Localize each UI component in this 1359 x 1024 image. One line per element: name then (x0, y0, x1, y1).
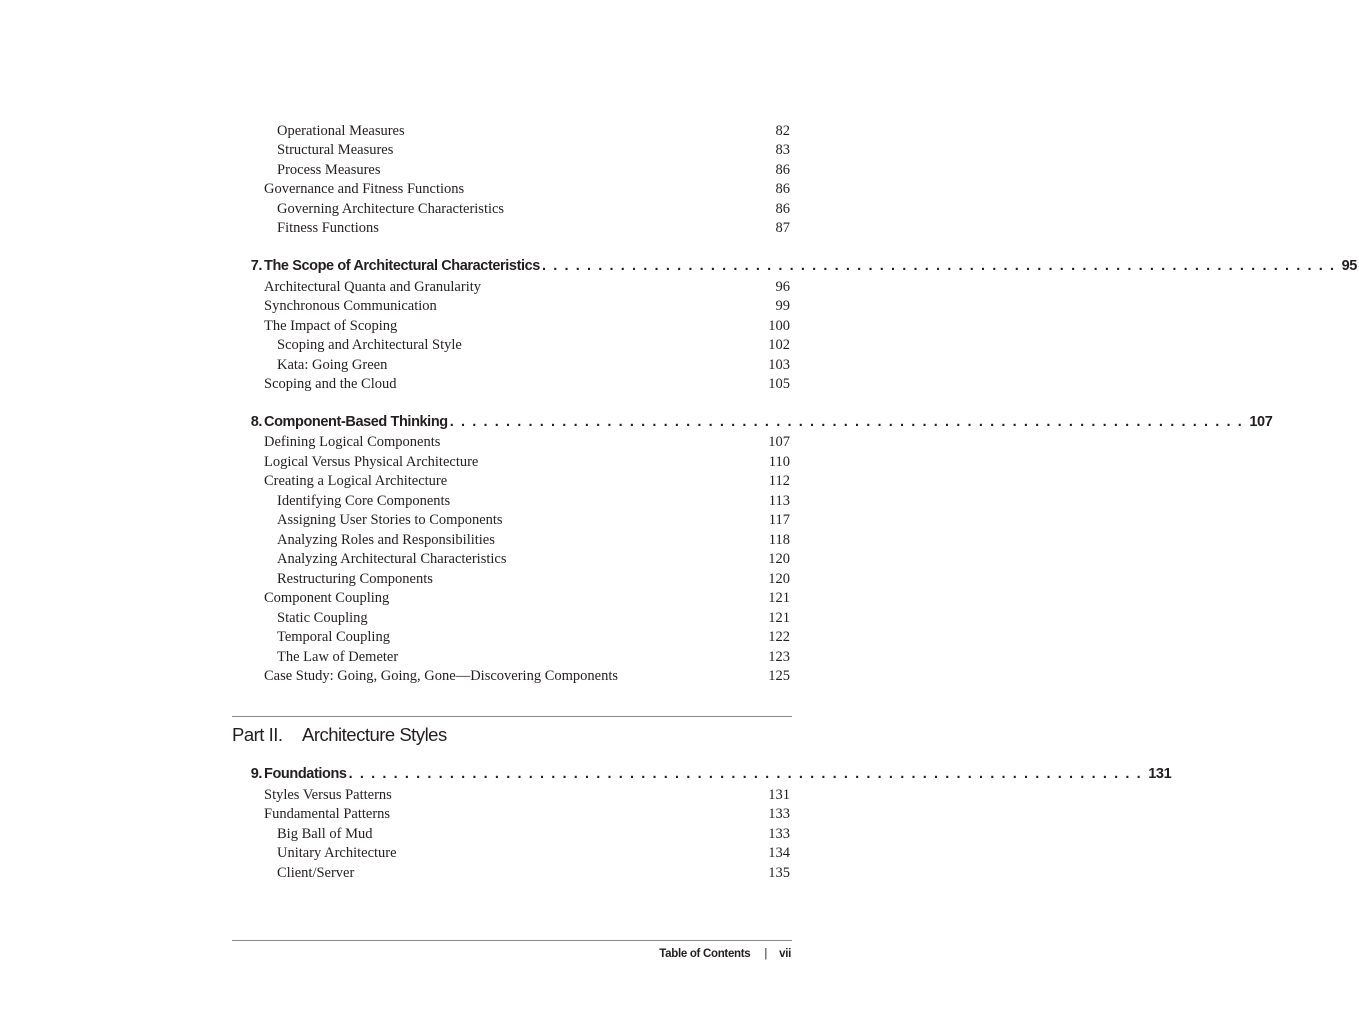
toc-entry-title: Governing Architecture Characteristics (277, 201, 505, 217)
toc-entry-page: 113 (768, 493, 790, 509)
toc-entry[interactable] (232, 160, 792, 180)
toc-entry-title: The Impact of Scoping (264, 318, 398, 334)
chapter-heading-9[interactable] (232, 763, 1172, 785)
toc-entry[interactable] (232, 316, 792, 336)
toc-entry-page: 123 (768, 649, 790, 665)
toc-entry-title: Fitness Functions (277, 220, 379, 236)
chapter-number: 8. (250, 414, 262, 430)
toc-entry[interactable] (232, 666, 792, 686)
toc-entry[interactable] (232, 510, 792, 530)
toc-entry-title: Static Coupling (277, 610, 368, 626)
toc-entry-page: 99 (775, 298, 790, 314)
toc-entry-page: 133 (768, 806, 790, 822)
toc-entry-page: 87 (775, 220, 790, 236)
toc-entry[interactable] (232, 569, 792, 589)
toc-entry[interactable] (232, 121, 792, 141)
toc-entry-page: 96 (775, 279, 790, 295)
toc-entry-page: 107 (768, 434, 790, 450)
toc-entry-page: 82 (775, 123, 790, 139)
dot-leader: . . . . . . . . . . . . . . . . . . . . . . . . . . . . . . . . . . . . . . . . . . . . . . . . . . . . . . . . . . . . . . . . . . . . . . . (449, 414, 1244, 430)
toc-entry-title: Fundamental Patterns (264, 806, 391, 822)
toc-entry-title: Structural Measures (277, 142, 394, 158)
toc-entry[interactable] (232, 218, 792, 238)
toc-entry[interactable] (232, 432, 792, 452)
chapter-title: Component-Based Thinking (264, 414, 448, 430)
toc-entry-title: Client/Server (277, 865, 355, 881)
toc-entry-title: Process Measures (277, 162, 381, 178)
toc-entry[interactable] (232, 452, 792, 472)
toc-entry-page: 105 (768, 376, 790, 392)
toc-entry-title: The Law of Demeter (277, 649, 399, 665)
toc-entry-page: 102 (768, 337, 790, 353)
toc-entry-title: Scoping and Architectural Style (277, 337, 462, 353)
toc-entry[interactable] (232, 785, 792, 805)
toc-entry-page: 121 (768, 610, 790, 626)
part-heading[interactable] (232, 722, 447, 748)
chapter-page: 107 (1249, 414, 1273, 430)
footer-section-title: Table of Contents (659, 948, 751, 960)
toc-entry[interactable] (232, 277, 792, 297)
part-divider (232, 716, 792, 717)
toc-entry-page: 86 (775, 181, 790, 197)
toc-entry-title: Operational Measures (277, 123, 405, 139)
toc-entry-page: 133 (768, 826, 790, 842)
toc-entry-title: Synchronous Communication (264, 298, 437, 314)
toc-entry-title: Logical Versus Physical Architecture (264, 454, 479, 470)
toc-entry-page: 117 (768, 512, 790, 528)
toc-entry-page: 131 (768, 787, 790, 803)
chapter-number: 7. (250, 258, 262, 274)
toc-entry[interactable] (232, 608, 792, 628)
toc-entry-title: Architectural Quanta and Granularity (264, 279, 482, 295)
chapter-heading-7[interactable] (232, 255, 1357, 277)
toc-entry-page: 83 (775, 142, 790, 158)
toc-entry-page: 122 (768, 629, 790, 645)
toc-entry[interactable] (232, 863, 792, 883)
toc-entry-page: 100 (768, 318, 790, 334)
toc-entry-title: Scoping and the Cloud (264, 376, 397, 392)
toc-entry-title: Identifying Core Components (277, 493, 451, 509)
toc-entry-page: 125 (768, 668, 790, 684)
chapter-page: 131 (1148, 766, 1172, 782)
part-title: Architecture Styles (302, 724, 447, 745)
toc-entry-page: 121 (768, 590, 790, 606)
toc-entry-page: 86 (775, 201, 790, 217)
toc-entry[interactable] (232, 824, 792, 844)
footer-page-number: vii (779, 948, 791, 960)
toc-entry[interactable] (232, 647, 792, 667)
toc-entry[interactable] (232, 179, 792, 199)
toc-entry[interactable] (232, 374, 792, 394)
toc-entry-title: Governance and Fitness Functions (264, 181, 465, 197)
chapter-page: 95 (1341, 258, 1357, 274)
chapter-number: 9. (250, 766, 262, 782)
toc-entry[interactable] (232, 491, 792, 511)
toc-entry[interactable] (232, 199, 792, 219)
toc-entry-page: 118 (768, 532, 790, 548)
toc-entry-title: Restructuring Components (277, 571, 433, 587)
toc-entry-page: 134 (768, 845, 790, 861)
toc-entry[interactable] (232, 471, 792, 491)
toc-entry-title: Kata: Going Green (277, 357, 388, 373)
toc-entry[interactable] (232, 355, 792, 375)
toc-entry[interactable] (232, 296, 792, 316)
toc-entry[interactable] (232, 530, 792, 550)
toc-entry-title: Defining Logical Components (264, 434, 441, 450)
toc-entry-page: 86 (775, 162, 790, 178)
toc-entry-title: Analyzing Architectural Characteristics (277, 551, 507, 567)
chapter-title: The Scope of Architectural Characteristics (264, 258, 540, 274)
toc-entry-title: Case Study: Going, Going, Gone—Discovering Components (264, 668, 619, 684)
dot-leader: . . . . . . . . . . . . . . . . . . . . . . . . . . . . . . . . . . . . . . . . . . . . . . . . . . . . . . . . . . . . . . . . . . . . . . . (541, 258, 1336, 274)
toc-entry-page: 112 (768, 473, 790, 489)
dot-leader: . . . . . . . . . . . . . . . . . . . . . . . . . . . . . . . . . . . . . . . . . . . . . . . . . . . . . . . . . . . . . . . . . . . . . . . (348, 766, 1143, 782)
toc-entry-title: Component Coupling (264, 590, 390, 606)
page-footer (659, 944, 791, 964)
toc-entry[interactable] (232, 804, 792, 824)
part-label: Part II. (232, 724, 283, 745)
toc-entry[interactable] (232, 843, 792, 863)
toc-entry-page: 120 (768, 571, 790, 587)
footer-separator: | (764, 948, 768, 960)
toc-entry[interactable] (232, 627, 792, 647)
toc-entry[interactable] (232, 549, 792, 569)
toc-entry-page: 110 (768, 454, 790, 470)
toc-entry-page: 120 (768, 551, 790, 567)
toc-entry-title: Unitary Architecture (277, 845, 397, 861)
toc-entry-title: Assigning User Stories to Components (277, 512, 503, 528)
toc-entry-title: Styles Versus Patterns (264, 787, 392, 803)
chapter-heading-8[interactable] (232, 411, 1273, 433)
toc-entry-title: Analyzing Roles and Responsibilities (277, 532, 495, 548)
toc-entry-page: 103 (768, 357, 790, 373)
toc-entry[interactable] (232, 140, 792, 160)
footer-divider (232, 940, 792, 941)
toc-entry-page: 135 (768, 865, 790, 881)
toc-entry-title: Temporal Coupling (277, 629, 390, 645)
chapter-title: Foundations (264, 766, 347, 782)
toc-entry[interactable] (232, 335, 792, 355)
toc-entry-title: Big Ball of Mud (277, 826, 373, 842)
toc-entry-title: Creating a Logical Architecture (264, 473, 448, 489)
toc-entry[interactable] (232, 588, 792, 608)
